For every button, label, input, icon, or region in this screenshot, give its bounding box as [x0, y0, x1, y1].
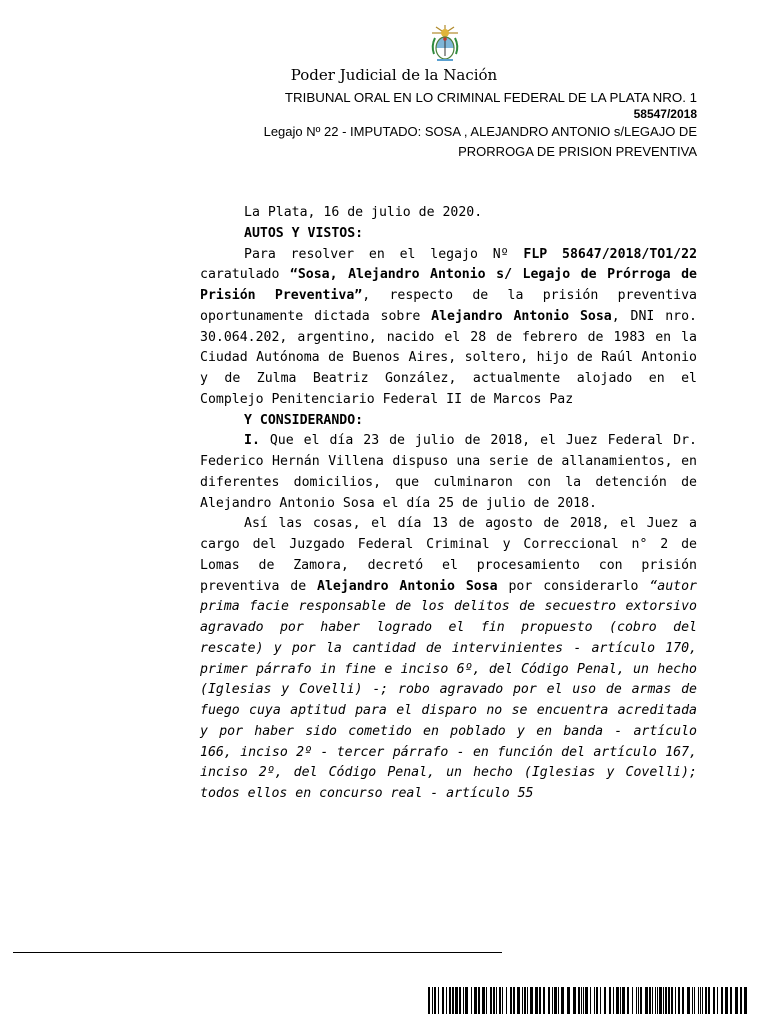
legajo-title-line-2: PRORROGA DE PRISION PREVENTIVA: [458, 144, 697, 159]
resolution-body: [200, 203, 697, 805]
case-number: 58547/2018: [633, 107, 697, 121]
paragraph-vistos: Para resolver en el legajo Nº FLP 58647/2018/TO1/22 caratulado “Sosa, Alejandro Antonio s/ Legajo de Prórroga de Prisión Preventiva”, respecto de la prisión preventiva oportunamente dictada sobre Alejandro Antonio Sosa, DNI nro. 30.064.202, argentino, nacido el 28 de febrero de 1983 en la Ciudad Autónoma de Buenos Aires, soltero, hijo de Raúl Antonio y de Zulma Beatriz González, actualmente alojado en el Complejo Penitenciario Federal II de Marcos Paz: [200, 246, 698, 407]
footer-rule: [13, 952, 502, 953]
institution-name: Poder Judicial de la Nación: [290, 66, 498, 84]
coat-of-arms-icon: [428, 24, 462, 66]
section-heading-considerando: Y CONSIDERANDO:: [244, 412, 364, 428]
paragraph-considerando-2: Así las cosas, el día 13 de agosto de 2018, el Juez a cargo del Juzgado Federal Criminal y Correccional n° 2 de Lomas de Zamora, decretó el procesamiento con prisión preventiva de Alejandro Antonio Sosa por considerarlo “autor prima facie responsable de los delitos de secuestro extorsivo agravado por haber logrado el fin propuesto (cobro del rescate) y por la cantidad de intervinientes - artículo 170, primer párrafo in fine e inciso 6º, del Código Penal, un hecho (Iglesias y Covelli) -; robo agravado por el uso de armas de fuego cuya aptitud para el disparo no se encuentra acreditada y por haber sido cometido en poblado y en banda - artículo 166, inciso 2º - tercer párrafo - en función del artículo 167, inciso 2º, del Código Penal, un hecho (Iglesias y Covelli); todos ellos en concurso real - artículo 55: [200, 516, 697, 801]
legajo-title-line-1: Legajo Nº 22 - IMPUTADO: SOSA , ALEJANDRO ANTONIO s/LEGAJO DE: [263, 124, 697, 139]
date-line: La Plata, 16 de julio de 2020.: [244, 205, 483, 220]
barcode-icon: [428, 987, 750, 1014]
section-heading-autos: AUTOS Y VISTOS:: [244, 225, 364, 241]
court-name: TRIBUNAL ORAL EN LO CRIMINAL FEDERAL DE LA PLATA NRO. 1: [284, 90, 697, 105]
paragraph-considerando-1: I. Que el día 23 de julio de 2018, el Juez Federal Dr. Federico Hernán Villena dispuso una serie de allanamientos, en diferentes domicilios, que culminaron con la detención de Alejandro Antonio Sosa el día 25 de julio de 2018.: [200, 433, 697, 511]
